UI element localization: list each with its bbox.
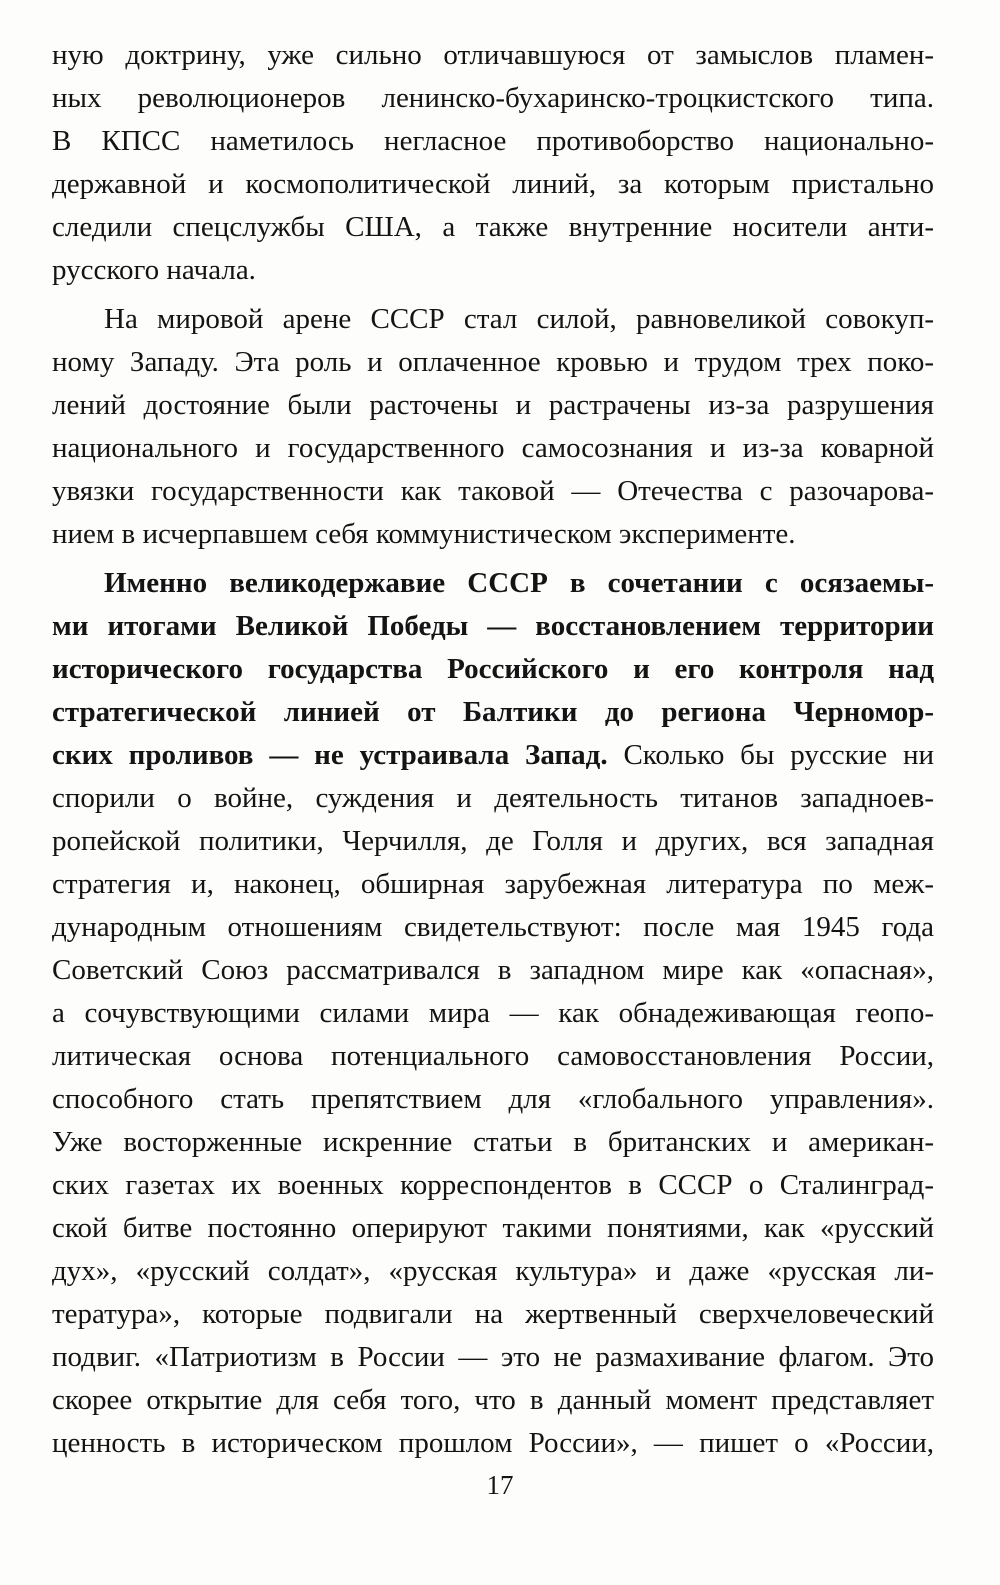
text-line: тература», которые подвигали на жертвенный сверхчеловеческий — [52, 1298, 934, 1330]
bold-text-line: исторического государства Российского и его контроля над — [52, 653, 934, 685]
text-line: ских газетах их военных корреспондентов в СССР о Сталинград- — [52, 1169, 934, 1201]
text-line: спорили о войне, суждения и деятельность титанов западноев- — [52, 782, 934, 814]
page-number: 17 — [486, 1470, 514, 1500]
text-line: национального и государственного самосознания и из-за коварной — [52, 432, 934, 464]
text-line: следили спецслужбы США, а также внутренние носители анти- — [52, 211, 934, 243]
text-line: а сочувствующими силами мира — как обнадеживающая геопо- — [52, 997, 934, 1029]
text-line: дух», «русский солдат», «русская культура» и даже «русская ли- — [52, 1255, 934, 1287]
paragraph — [52, 34, 934, 292]
text-line: литическая основа потенциального самовосстановления России, — [52, 1040, 934, 1072]
text-line: ных революционеров ленинско-бухаринско-троцкистского типа. — [52, 82, 934, 114]
text-line: нием в исчерпавшем себя коммунистическом эксперименте. — [52, 518, 796, 550]
text-line: державной и космополитической линий, за которым пристально — [52, 168, 934, 200]
text-line: стратегия и, наконец, обширная зарубежная литература по меж- — [52, 868, 934, 900]
text-line: На мировой арене СССР стал силой, равновеликой совокуп- — [104, 303, 934, 335]
text-line: Уже восторженные искренние статьи в британских и американ- — [52, 1126, 934, 1158]
text-line: ную доктрину, уже сильно отличавшуюся от замыслов пламен- — [52, 39, 934, 71]
text-line: В КПСС наметилось негласное противоборство национально- — [52, 125, 934, 157]
regular-phrase: Сколько бы русские ни — [607, 739, 934, 771]
paragraph — [52, 562, 934, 1465]
bold-text-line: ми итогами Великой Победы — восстановлением территории — [52, 610, 934, 642]
text-line: русского начала. — [52, 254, 256, 286]
bold-text-line: стратегической линией от Балтики до региона Черномор- — [52, 696, 934, 728]
text-line: дународным отношениям свидетельствуют: после мая 1945 года — [52, 911, 934, 943]
text-line: способного стать препятствием для «глобального управления». — [52, 1083, 934, 1115]
text-line: скорее открытие для себя того, что в данный момент представляет — [52, 1384, 934, 1416]
text-line: Советский Союз рассматривался в западном мире как «опасная», — [52, 954, 934, 986]
mixed-text-line — [52, 734, 934, 777]
text-line: ропейской политики, Черчилля, де Голля и других, вся западная — [52, 825, 934, 857]
text-line: лений достояние были расточены и растрачены из-за разрушения — [52, 389, 934, 421]
text-line: ценность в историческом прошлом России», — пишет о «России, — [52, 1427, 934, 1459]
text-line: подвиг. «Патриотизм в России — это не размахивание флагом. Это — [52, 1341, 934, 1373]
text-line: ному Западу. Эта роль и оплаченное кровью и трудом трех поко- — [52, 346, 934, 378]
paragraph — [52, 298, 934, 556]
text-line: ской битве постоянно оперируют такими понятиями, как «русский — [52, 1212, 934, 1244]
text-line: увязки государственности как таковой — Отечества с разочарова- — [52, 475, 934, 507]
body-text — [52, 34, 934, 1465]
bold-phrase: ских проливов — не устраивала Запад. — [52, 739, 608, 771]
bold-text-line: Именно великодержавие СССР в сочетании с осязаемы- — [104, 567, 934, 599]
